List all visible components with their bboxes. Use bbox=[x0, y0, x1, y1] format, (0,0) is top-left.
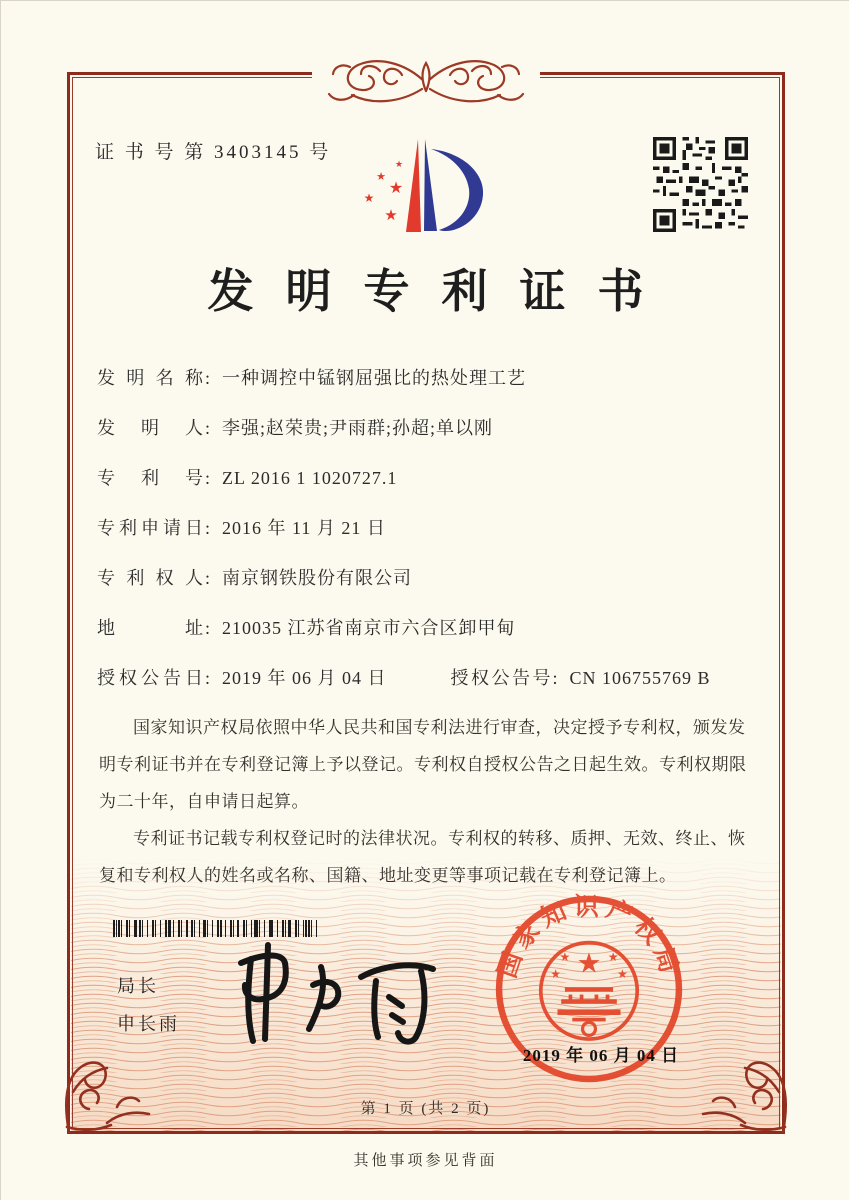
svg-text:★: ★ bbox=[559, 950, 571, 965]
field-value: CN 106755769 B bbox=[569, 668, 711, 688]
field-label: 专利号 bbox=[97, 468, 203, 488]
field-label: 发明人 bbox=[97, 418, 203, 438]
floral-corner-ornament-icon bbox=[693, 1037, 793, 1142]
colon: : bbox=[205, 518, 211, 538]
field-address bbox=[97, 615, 757, 665]
colon: : bbox=[205, 368, 211, 388]
qr-code bbox=[653, 137, 748, 237]
svg-text:★: ★ bbox=[394, 160, 404, 170]
dragon-scroll-ornament-icon bbox=[284, 53, 568, 114]
field-value: 李强;赵荣贵;尹雨群;孙超;单以刚 bbox=[222, 418, 494, 438]
svg-text:★: ★ bbox=[550, 966, 562, 981]
field-invention-name bbox=[97, 365, 757, 415]
field-label: 地址 bbox=[97, 618, 203, 638]
field-value: 2019 年 06 月 04 日 bbox=[222, 668, 387, 688]
field-patent-number bbox=[97, 465, 757, 515]
field-grant-line bbox=[97, 665, 757, 715]
field-label: 发明名称 bbox=[97, 368, 203, 388]
colon: : bbox=[205, 418, 211, 438]
legal-paragraph-2: 专利证书记载专利权登记时的法律状况。专利权的转移、质押、无效、终止、恢复和专利权人的姓名或名称、国籍、地址变更等事项记载在专利登记簿上。 bbox=[99, 829, 746, 885]
field-label: 专利申请日 bbox=[97, 518, 203, 538]
field-grant-date bbox=[97, 668, 387, 688]
field-value: ZL 2016 1 1020727.1 bbox=[222, 468, 398, 488]
handwritten-signature-icon bbox=[221, 939, 449, 1056]
field-label: 授权公告日 bbox=[97, 668, 203, 688]
colon: : bbox=[205, 618, 211, 638]
floral-corner-ornament-icon bbox=[59, 1037, 159, 1142]
svg-text:★: ★ bbox=[384, 206, 398, 224]
certificate-title: 发明专利证书 bbox=[207, 266, 676, 317]
colon: : bbox=[205, 668, 211, 688]
field-label: 专利权人 bbox=[97, 568, 203, 588]
field-inventors bbox=[97, 415, 757, 465]
certificate-fields bbox=[97, 365, 757, 715]
svg-text:★: ★ bbox=[388, 178, 404, 197]
svg-text:★: ★ bbox=[616, 966, 628, 981]
field-value: 南京钢铁股份有限公司 bbox=[222, 568, 413, 588]
field-value: 210035 江苏省南京市六合区卸甲甸 bbox=[222, 618, 516, 638]
field-grant-number bbox=[451, 668, 711, 688]
legal-paragraph-1: 国家知识产权局依照中华人民共和国专利法进行审查，决定授予专利权，颁发发明专利证书并在专利登记簿上予以登记。专利权自授权公告之日起生效。专利权期限为二十年，自申请日起算。 bbox=[99, 718, 747, 811]
svg-text:★: ★ bbox=[607, 950, 619, 965]
seal-date: 2019 年 06 月 04 日 bbox=[522, 1046, 680, 1065]
svg-text:★: ★ bbox=[376, 170, 386, 183]
barcode bbox=[113, 920, 321, 937]
field-filing-date bbox=[97, 515, 757, 565]
svg-text:★: ★ bbox=[576, 946, 602, 980]
colon: : bbox=[552, 668, 558, 688]
field-value: 2016 年 11 月 21 日 bbox=[222, 518, 386, 538]
colon: : bbox=[205, 568, 211, 588]
certificate-number: 证 书 号 第 3403145 号 bbox=[95, 142, 332, 163]
signer-title: 局长 bbox=[117, 976, 159, 996]
footer-note: 其他事项参见背面 bbox=[353, 1153, 498, 1169]
signer-block bbox=[117, 967, 180, 1043]
legal-text bbox=[99, 709, 757, 894]
field-patentee bbox=[97, 565, 757, 615]
page-indicator: 第 1 页 (共 2 页) bbox=[360, 1101, 491, 1117]
colon: : bbox=[205, 468, 211, 488]
signer-name: 申长雨 bbox=[117, 1014, 180, 1034]
seal-arc-text: 国家知识产权局 bbox=[494, 893, 684, 982]
svg-text:★: ★ bbox=[363, 191, 375, 205]
field-value: 一种调控中锰钢屈强比的热处理工艺 bbox=[222, 368, 527, 388]
field-label: 授权公告号 bbox=[450, 668, 551, 688]
cnipa-logo-icon bbox=[353, 127, 498, 250]
